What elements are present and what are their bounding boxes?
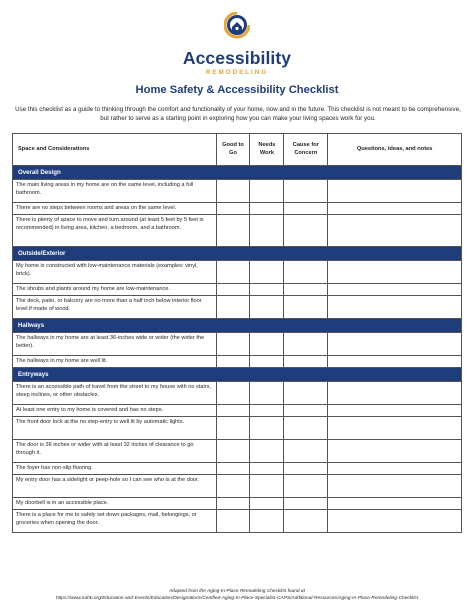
good-cell[interactable]: [217, 440, 251, 462]
cause-cell[interactable]: [284, 203, 328, 214]
intro-text: Use this checklist as a guide to thinking through the comfort and functionality of your home, now and in the future. This checklist is not meant to be comprehensive, but rather to serve as a starting point in exploring how you can make your living spaces work for you.: [15, 106, 461, 122]
good-cell[interactable]: [217, 356, 251, 367]
footer-credit: Adapted from the Aging-In-Place Remodeling Checklist found at: [169, 589, 305, 594]
good-cell[interactable]: [217, 203, 251, 214]
notes-cell[interactable]: [328, 180, 462, 202]
cause-cell[interactable]: [284, 440, 328, 462]
checklist-row: [13, 284, 462, 296]
item-text: The shrubs and plants around my home are low-maintenance.: [13, 284, 217, 295]
footer: [0, 588, 474, 602]
notes-cell[interactable]: [328, 356, 462, 367]
notes-cell[interactable]: [328, 296, 462, 318]
section-header: Entryways: [13, 368, 462, 382]
cause-cell[interactable]: [284, 405, 328, 416]
cause-cell[interactable]: [284, 475, 328, 497]
notes-cell[interactable]: [328, 284, 462, 295]
good-cell[interactable]: [217, 463, 251, 474]
needs-cell[interactable]: [250, 382, 284, 404]
notes-cell[interactable]: [328, 510, 462, 532]
item-text: The front door lock at the no step-entry is well lit by automatic lights.: [13, 417, 217, 439]
checklist-row: [13, 180, 462, 203]
notes-cell[interactable]: [328, 261, 462, 283]
good-cell[interactable]: [217, 475, 251, 497]
header-space: Space and Considerations: [13, 134, 217, 165]
section-header: Outside/Exterior: [13, 247, 462, 261]
checklist-row: [13, 475, 462, 498]
notes-cell[interactable]: [328, 475, 462, 497]
item-text: The foyer has non-slip flooring.: [13, 463, 217, 474]
checklist-row: [13, 333, 462, 356]
good-cell[interactable]: [217, 417, 251, 439]
needs-cell[interactable]: [250, 510, 284, 532]
cause-cell[interactable]: [284, 498, 328, 509]
header-needs: Needs Work: [250, 134, 284, 165]
notes-cell[interactable]: [328, 333, 462, 355]
house-logo-icon: [224, 12, 250, 46]
good-cell[interactable]: [217, 284, 251, 295]
item-text: There is plenty of space to move and turn around (at least 5 feet by 5 feet is recommended) in living area, kitchen, a bedroom, and a bathroom.: [13, 215, 217, 246]
checklist-row: [13, 382, 462, 405]
cause-cell[interactable]: [284, 356, 328, 367]
logo: [0, 12, 474, 82]
checklist-row: [13, 417, 462, 440]
cause-cell[interactable]: [284, 180, 328, 202]
logo-subtitle: REMODELING: [205, 69, 269, 76]
checklist-row: [13, 215, 462, 247]
checklist-row: [13, 440, 462, 463]
needs-cell[interactable]: [250, 296, 284, 318]
item-text: There are no steps between rooms and areas on the same level.: [13, 203, 217, 214]
item-text: There is a place for me to safely set down packages, mail, belongings, or groceries when opening the door.: [13, 510, 217, 532]
good-cell[interactable]: [217, 261, 251, 283]
notes-cell[interactable]: [328, 203, 462, 214]
cause-cell[interactable]: [284, 463, 328, 474]
needs-cell[interactable]: [250, 215, 284, 246]
needs-cell[interactable]: [250, 498, 284, 509]
notes-cell[interactable]: [328, 417, 462, 439]
footer-url-link[interactable]: https://www.nahb.org/Education-and-Events/Education/Designations/Certified-Aging-In-Place-Specialist-CAPS/Additional-Resources/Aging-In-Place-Remodeling-Checklist: [55, 596, 419, 601]
good-cell[interactable]: [217, 296, 251, 318]
needs-cell[interactable]: [250, 261, 284, 283]
good-cell[interactable]: [217, 333, 251, 355]
logo-name: Accessibility: [182, 48, 292, 68]
item-text: The hallways in my home are at least 36-inches wide or wider (the wider the better).: [13, 333, 217, 355]
table-header-row: [13, 134, 462, 166]
page-title: Home Safety & Accessibility Checklist: [135, 84, 339, 96]
item-text: The main living areas in my home are on the same level, including a full bathroom.: [13, 180, 217, 202]
needs-cell[interactable]: [250, 180, 284, 202]
good-cell[interactable]: [217, 405, 251, 416]
section-header: Hallways: [13, 319, 462, 333]
good-cell[interactable]: [217, 382, 251, 404]
notes-cell[interactable]: [328, 440, 462, 462]
checklist-row: [13, 261, 462, 284]
cause-cell[interactable]: [284, 261, 328, 283]
header-questions: Questions, ideas, and notes: [328, 134, 462, 165]
checklist-row: [13, 296, 462, 319]
item-text: The hallways in my home are well lit.: [13, 356, 217, 367]
good-cell[interactable]: [217, 215, 251, 246]
notes-cell[interactable]: [328, 382, 462, 404]
checklist-row: [13, 463, 462, 475]
checklist-row: [13, 356, 462, 368]
notes-cell[interactable]: [328, 498, 462, 509]
item-text: My home is constructed with low-maintenance materials (examples: vinyl, brick).: [13, 261, 217, 283]
checklist-row: [13, 510, 462, 533]
needs-cell[interactable]: [250, 417, 284, 439]
header-cause: Cause for Concern: [284, 134, 328, 165]
checklist-table: [12, 133, 462, 533]
good-cell[interactable]: [217, 180, 251, 202]
item-text: At least one entry to my home is covered and has no steps.: [13, 405, 217, 416]
item-text: There is an accessible path of travel from the street to my house with no stairs, steep inclines, or other obstacles.: [13, 382, 217, 404]
cause-cell[interactable]: [284, 510, 328, 532]
item-text: The deck, patio, or balcony are no more than a half inch below interior floor level if made of wood.: [13, 296, 217, 318]
cause-cell[interactable]: [284, 417, 328, 439]
checklist-row: [13, 203, 462, 215]
cause-cell[interactable]: [284, 215, 328, 246]
needs-cell[interactable]: [250, 475, 284, 497]
checklist-row: [13, 405, 462, 417]
notes-cell[interactable]: [328, 463, 462, 474]
needs-cell[interactable]: [250, 284, 284, 295]
cause-cell[interactable]: [284, 333, 328, 355]
item-text: My doorbell is in an accessible place.: [13, 498, 217, 509]
needs-cell[interactable]: [250, 440, 284, 462]
good-cell[interactable]: [217, 510, 251, 532]
section-header: Overall Design: [13, 166, 462, 180]
checklist-row: [13, 498, 462, 510]
notes-cell[interactable]: [328, 405, 462, 416]
cause-cell[interactable]: [284, 382, 328, 404]
cause-cell[interactable]: [284, 296, 328, 318]
header-good: Good to Go: [217, 134, 251, 165]
item-text: My entry door has a sidelight or peep-hole so I can see who is at the door.: [13, 475, 217, 497]
notes-cell[interactable]: [328, 215, 462, 246]
cause-cell[interactable]: [284, 284, 328, 295]
good-cell[interactable]: [217, 498, 251, 509]
item-text: The door is 36 inches or wider with at least 32 inches of clearance to go through it.: [13, 440, 217, 462]
needs-cell[interactable]: [250, 356, 284, 367]
needs-cell[interactable]: [250, 333, 284, 355]
needs-cell[interactable]: [250, 463, 284, 474]
needs-cell[interactable]: [250, 203, 284, 214]
needs-cell[interactable]: [250, 405, 284, 416]
